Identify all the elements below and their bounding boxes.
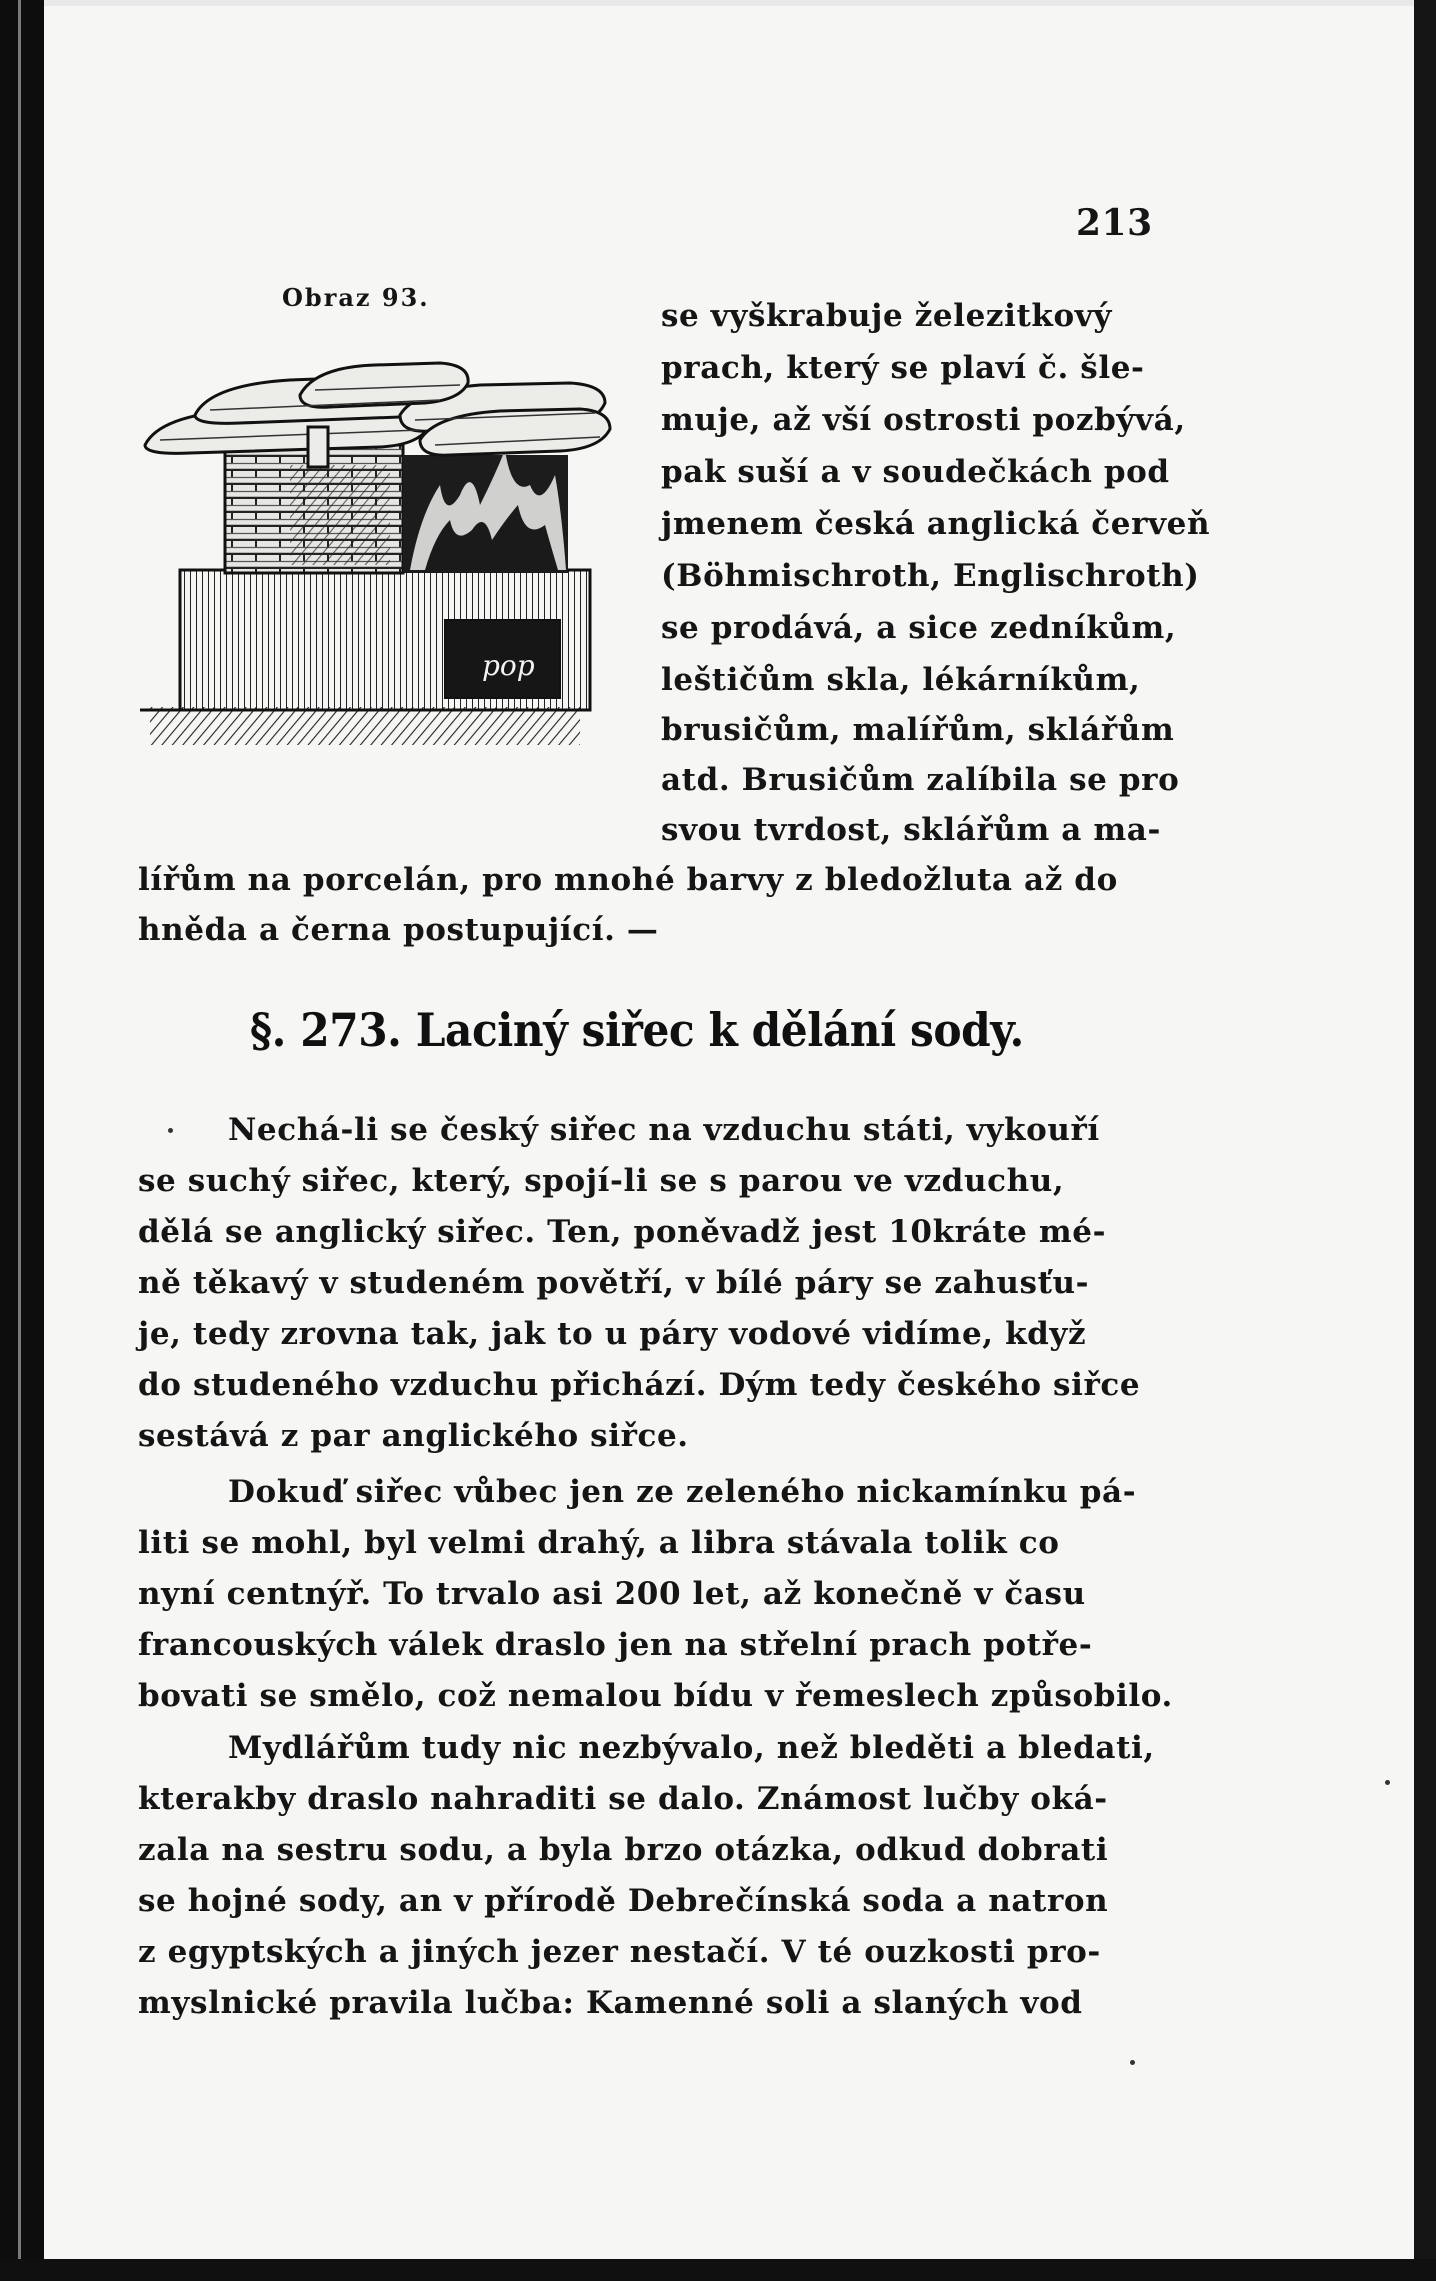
- text-line: brusičům, malířům, sklářům: [661, 712, 1175, 748]
- figure-caption: Obraz 93.: [282, 283, 430, 312]
- text-line: z egyptských a jiných jezer nestačí. V té ouzkosti pro-: [138, 1934, 1101, 1970]
- text-line: pak suší a v soudečkách pod: [661, 454, 1170, 490]
- section-heading: §. 273. Laciný siřec k dělání sody.: [250, 1003, 1024, 1057]
- text-line: myslnické pravila lučba: Kamenné soli a slaných vod: [138, 1985, 1083, 2021]
- text-line: Mydlářům tudy nic nezbývalo, než bleděti a bledati,: [228, 1730, 1155, 1766]
- text-line: jmenem česká anglická červeň: [661, 506, 1211, 542]
- text-line: hněda a černa postupující. —: [138, 912, 659, 948]
- text-line: lířům na porcelán, pro mnohé barvy z bledožluta až do: [138, 862, 1118, 898]
- text-line: atd. Brusičům zalíbila se pro: [661, 762, 1180, 798]
- text-line: Nechá-li se český siřec na vzduchu státi, vykouří: [228, 1112, 1100, 1148]
- text-line: nyní centnýř. To trvalo asi 200 let, až konečně v času: [138, 1576, 1086, 1612]
- scan-border-bottom: [0, 2259, 1436, 2281]
- scan-border-right: [1414, 0, 1436, 2281]
- text-line: Dokuď siřec vůbec jen ze zeleného nickamínku pá-: [228, 1474, 1137, 1510]
- text-line: bovati se smělo, což nemalou bídu v řemeslech způsobilo.: [138, 1678, 1173, 1714]
- text-line: se suchý siřec, který, spojí-li se s parou ve vzduchu,: [138, 1163, 1065, 1199]
- text-line: ně těkavý v studeném povětří, v bílé páry se zahusťu-: [138, 1265, 1090, 1301]
- text-line: do studeného vzduchu přichází. Dým tedy českého siřce: [138, 1367, 1141, 1403]
- text-line: zala na sestru sodu, a byla brzo otázka, odkud dobrati: [138, 1832, 1109, 1868]
- text-line: muje, až vší ostrosti pozbývá,: [661, 402, 1186, 438]
- text-line: prach, který se plaví č. šle-: [661, 350, 1145, 386]
- figure-furnace-illustration: [100, 345, 640, 765]
- text-line: se vyškrabuje železitkový: [661, 298, 1112, 334]
- text-line: kterakby draslo nahraditi se dalo. Známost lučby oká-: [138, 1781, 1108, 1817]
- furnace-drawing: [100, 345, 640, 765]
- text-line: se hojné sody, an v přírodě Debrečínská soda a natron: [138, 1883, 1109, 1919]
- text-line: leštičům skla, lékárníkům,: [661, 662, 1141, 698]
- speck: [168, 1128, 173, 1133]
- figure-label: pop: [482, 649, 535, 682]
- text-line: se prodává, a sice zedníkům,: [661, 610, 1177, 646]
- speck: [1130, 2060, 1135, 2065]
- text-line: svou tvrdost, sklářům a ma-: [661, 812, 1161, 848]
- text-line: (Böhmischroth, Englischroth): [661, 558, 1200, 594]
- scan-border-left: [0, 0, 44, 2281]
- text-line: liti se mohl, byl velmi drahý, a libra stávala tolik co: [138, 1525, 1060, 1561]
- text-line: dělá se anglický siřec. Ten, poněvadž jest 10kráte mé-: [138, 1214, 1107, 1250]
- page-number: 213: [1076, 202, 1153, 244]
- text-line: francouských válek draslo jen na střelní prach potře-: [138, 1627, 1093, 1663]
- scan-border-left-edge: [18, 0, 21, 2281]
- text-line: sestává z par anglického siřce.: [138, 1418, 689, 1454]
- text-line: je, tedy zrovna tak, jak to u páry vodové vidíme, když: [138, 1316, 1087, 1352]
- speck: [1385, 1780, 1390, 1785]
